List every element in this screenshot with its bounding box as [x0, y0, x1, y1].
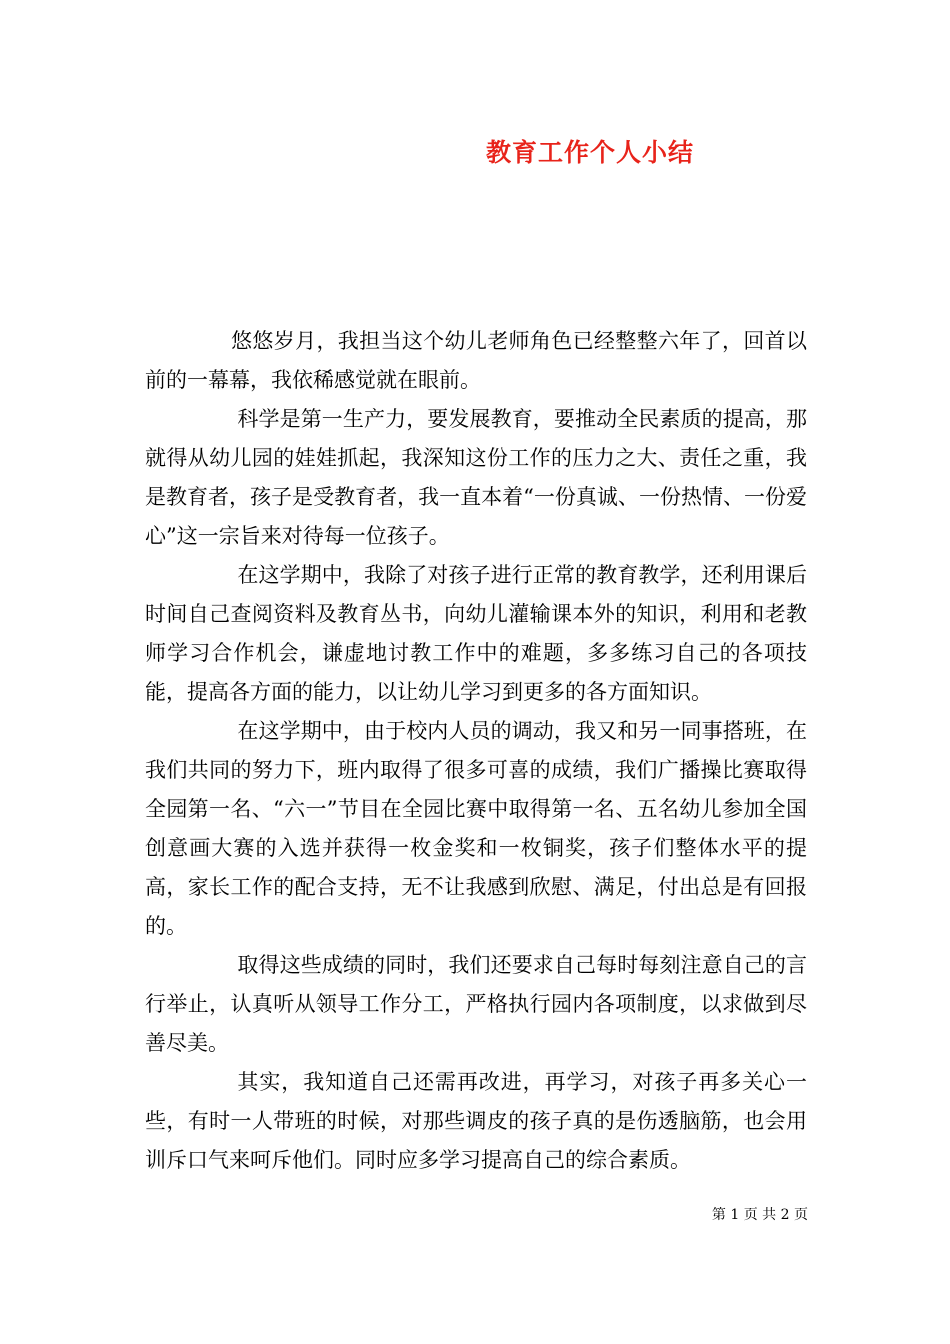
- page-number: 第 1 页 共 2 页: [711, 1207, 808, 1223]
- document-body: [145, 322, 807, 1180]
- paragraph-4: 在这学期中，由于校内人员的调动，我又和另一同事搭班，在我们共同的努力下，班内取得了很多可喜的成绩，我们广播操比赛取得全园第一名、“六一”节目在全园比赛中取得第一名、五名幼儿参加全国创意画大赛的入选并获得一枚金奖和一枚铜奖，孩子们整体水平的提高，家长工作的配合支持，无不让我感到欣慰、满足，付出总是有回报的。: [145, 719, 807, 938]
- paragraph-5: 取得这些成绩的同时，我们还要求自己每时每刻注意自己的言行举止，认真听从领导工作分工，严格执行园内各项制度，以求做到尽善尽美。: [145, 953, 807, 1055]
- paragraph-6: 其实，我知道自己还需再改进，再学习，对孩子再多关心一些，有时一人带班的时候，对那些调皮的孩子真的是伤透脑筋，也会用训斥口气来呵斥他们。同时应多学习提高自己的综合素质。: [145, 1070, 807, 1172]
- paragraph-3: 在这学期中，我除了对孩子进行正常的教育教学，还利用课后时间自己查阅资料及教育丛书，向幼儿灌输课本外的知识，利用和老教师学习合作机会，谦虚地讨教工作中的难题，多多练习自己的各项技能，提高各方面的能力，以让幼儿学习到更多的各方面知识。: [145, 563, 807, 704]
- paragraph-1: 悠悠岁月，我担当这个幼儿老师角色已经整整六年了，回首以前的一幕幕，我依稀感觉就在眼前。: [145, 329, 807, 392]
- document-title: 教育工作个人小结: [485, 138, 694, 167]
- paragraph-2: 科学是第一生产力，要发展教育，要推动全民素质的提高，那就得从幼儿园的娃娃抓起，我深知这份工作的压力之大、责任之重，我是教育者，孩子是受教育者，我一直本着“一份真诚、一份热情、一份爱心”这一宗旨来对待每一位孩子。: [145, 407, 807, 548]
